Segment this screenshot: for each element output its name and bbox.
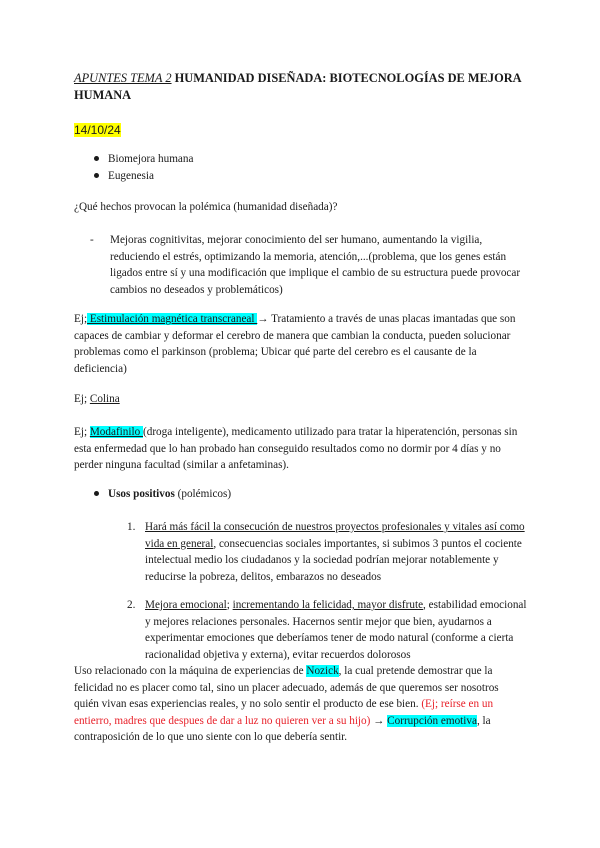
- list-item: [94, 151, 534, 168]
- list-item: [94, 168, 534, 185]
- item2-mid: ;: [226, 599, 233, 611]
- example-paragraph-1: [74, 311, 526, 377]
- ej1-text: → Tratamiento a través de unas placas imantadas que son capaces de cambiar y deformar el cerebro de manera que cambian la conducta, pueden solucionar problemas como el parkinson (problema; Ubicar qué parte del cerebro es el causante de la deficiencia): [74, 313, 516, 375]
- bullet-text: Biomejora humana: [108, 153, 194, 165]
- p4-text-b: , la cual pretende demostrar que la felicidad no es placer como tal, sino un placer adecuado, además de que queremos ser nosotros quién vivan esas experiencias reales, y no solo sentir el producto de ese bien.: [74, 665, 499, 711]
- p4-red-example: (Ej; reírse en un entierro, madres que despues de dar a luz no quieren ver a su hijo): [74, 698, 494, 727]
- item1-underlined: Hará más fácil la consecución de nuestros proyectos profesionales y vitales así como vida en general: [145, 521, 525, 550]
- dash-item-text: Mejoras cognitivitas, mejorar conocimiento del ser humano, aumentando la vigilia, reduciendo el estrés, optimizando la memoria, atención,...(problema, que los genes están ligados entre sí y una modificación que implique el cambio de su estructura puede provocar cambios no deseados y problemáticos): [110, 234, 521, 296]
- bullet-dot-icon: [94, 491, 99, 496]
- item2-rest: , estabilidad emocional y mejores relaciones personales. Hacernos sentir mejor que bien, ayudarnos a experimentar emociones que deberíamos tener de modo natural (conforme a cierta racionalidad objetiva y externa), evitar recuerdos dolorosos: [145, 599, 527, 661]
- p4-arrow: →: [370, 714, 388, 727]
- title-main: HUMANIDAD DISEÑADA: BIOTECNOLOGÍAS DE MEJORA HUMANA: [74, 71, 521, 102]
- bullet-text: Eugenesia: [108, 169, 154, 182]
- bullet-dot-icon: [94, 173, 99, 178]
- p4-text-a: Uso relacionado con la máquina de experiencias de: [74, 665, 307, 677]
- ej2-term: Colina: [89, 393, 120, 405]
- example-paragraph-2: [74, 391, 526, 408]
- ej3-text: (droga inteligente), medicamento utilizado para tratar la hiperatención, personas sin esta enfermedad que lo han probado han conseguido resultados como no dormir por 4 días y no perder ninguna facultad (similar a anfetaminas).: [74, 426, 518, 472]
- usos-label: Usos positivos: [108, 488, 175, 500]
- corrupcion-highlight: Corrupción emotiva: [387, 714, 477, 727]
- usos-rest: (polémicos): [174, 488, 232, 500]
- ej1-prefix: Ej;: [74, 313, 88, 325]
- item-text: [145, 519, 532, 585]
- question-paragraph: ¿Qué hechos provocan la polémica (humanidad diseñada)?: [74, 201, 338, 213]
- item-number: 1.: [127, 521, 136, 533]
- page-title: [74, 70, 534, 104]
- nozick-paragraph: [74, 663, 526, 746]
- ej3-term-highlight: Modafinilo: [89, 426, 143, 438]
- nozick-highlight: Nozick: [306, 665, 339, 677]
- item-number: 2.: [127, 599, 136, 611]
- date: [74, 122, 121, 139]
- ej3-prefix: Ej;: [74, 426, 90, 438]
- item1-rest: , consecuencias sociales importantes, si subimos 3 puntos el cociente intelectual medio los ciudadanos y la sociedad podrían mejorar notablemente y reducirse la pobreza, delitos, embarazos no deseados: [145, 537, 522, 583]
- date-highlight: 14/10/24: [74, 123, 121, 137]
- numbered-item-1: [127, 519, 532, 585]
- numbered-item-2: [127, 597, 532, 663]
- bullet-dot-icon: [94, 156, 99, 161]
- item2-underlined-2: incrementando la felicidad, mayor disfrute: [232, 599, 424, 611]
- item2-underlined-1: Mejora emocional: [145, 599, 227, 611]
- ej2-prefix: Ej;: [74, 393, 90, 405]
- example-paragraph-3: [74, 424, 526, 474]
- dash-list-item: [90, 232, 530, 298]
- ej1-term-highlight: Estimulación magnética transcraneal: [87, 313, 258, 325]
- title-prefix: APUNTES TEMA 2: [74, 71, 172, 85]
- topic-bullet-list: [94, 151, 534, 184]
- p4-text-c: , la contraposición de lo que uno siente con lo que debería sentir.: [74, 714, 491, 744]
- usos-bullet: [94, 486, 548, 503]
- item-text: [145, 597, 532, 663]
- dash-marker: -: [90, 234, 94, 246]
